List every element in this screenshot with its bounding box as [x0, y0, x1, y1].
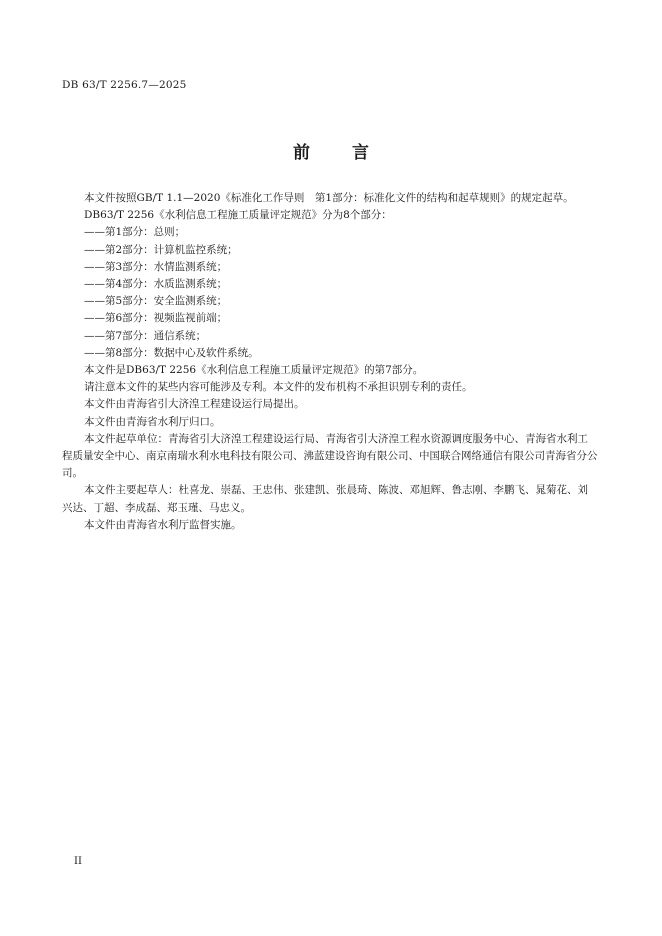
- list-item: ——第2部分：计算机监控系统；: [84, 243, 238, 256]
- list-item: ——第8部分：数据中心及软件系统。: [84, 346, 259, 359]
- page-number: II: [74, 856, 82, 867]
- paragraph-part-statement: 本文件是DB63/T 2256《水利信息工程施工质量评定规范》的第7部分。: [84, 364, 424, 377]
- paragraph-drafting-rules: 本文件按照GB/T 1.1—2020《标准化工作导则 第1部分：标准化文件的结构和起草规则》的规定起草。: [84, 192, 574, 204]
- paragraph-patent-notice: 请注意本文件的某些内容可能涉及专利。本文件的发布机构不承担识别专利的责任。: [84, 381, 473, 394]
- list-item: ——第3部分：水情监测系统；: [84, 260, 228, 273]
- list-item: ——第5部分：安全监测系统；: [84, 295, 228, 308]
- paragraph-parts-intro: DB63/T 2256《水利信息工程施工质量评定规范》分为8个部分：: [84, 209, 392, 222]
- page-title: [0, 138, 662, 163]
- document-code: DB 63/T 2256.7—2025: [62, 79, 187, 91]
- paragraph-supervision: 本文件由青海省水利厅监督实施。: [84, 518, 242, 531]
- paragraph-centralized: 本文件由青海省水利厅归口。: [84, 415, 221, 428]
- title-char-2: 言: [352, 143, 369, 163]
- list-item: ——第4部分：水质监测系统；: [84, 278, 228, 291]
- paragraph-drafters: 本文件主要起草人：杜喜龙、崇磊、王忠伟、张建凯、张晨琦、陈波、邓旭辉、鲁志刚、李鹏飞、晁菊花、刘兴达、丁超、李成磊、郑玉瑾、马忠义。: [62, 484, 588, 514]
- list-item: ——第6部分：视频监视前端；: [84, 312, 228, 325]
- paragraph-drafting-units: 本文件起草单位：青海省引大济湟工程建设运行局、青海省引大济湟工程水资源调度服务中心、青海省水利工程质量安全中心、南京南瑞水利水电科技有限公司、沸蓝建设咨询有限公司、中国联合网络通信有限公司青海省分公司。: [62, 432, 598, 480]
- list-item: ——第1部分：总则；: [84, 226, 186, 239]
- paragraph-proposer: 本文件由青海省引大济湟工程建设运行局提出。: [84, 398, 305, 411]
- title-char-1: 前: [293, 143, 310, 163]
- foreword-body: [62, 190, 598, 534]
- list-item: ——第7部分：通信系统；: [84, 329, 207, 342]
